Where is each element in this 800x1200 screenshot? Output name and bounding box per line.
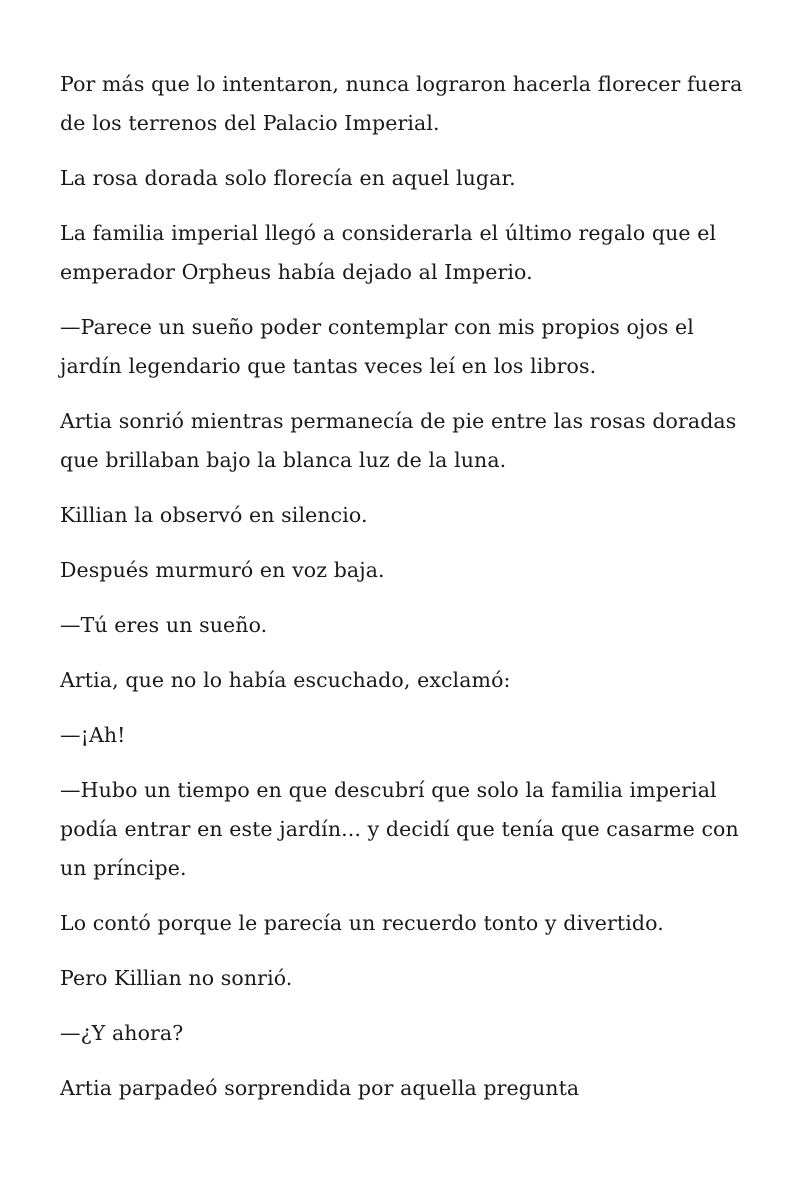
paragraph: Después murmuró en voz baja. — [60, 558, 385, 582]
paragraph: Lo contó porque le parecía un recuerdo tonto y divertido. — [60, 911, 664, 935]
paragraph: Killian la observó en silencio. — [60, 503, 368, 527]
paragraph: —¿Y ahora? — [60, 1021, 184, 1045]
paragraph: —Tú eres un sueño. — [60, 613, 268, 637]
paragraph: —Hubo un tiempo en que descubrí que solo la familia imperial podía entrar en este jardín... y decidí que tenía que casarme con un príncipe. — [60, 778, 739, 880]
paragraph: Artia parpadeó sorprendida por aquella pregunta — [60, 1076, 580, 1100]
paragraph: Artia, que no lo había escuchado, exclamó: — [60, 668, 511, 692]
paragraph: —Parece un sueño poder contemplar con mis propios ojos el jardín legendario que tantas veces leí en los libros. — [60, 315, 694, 378]
paragraph: La rosa dorada solo florecía en aquel lugar. — [60, 166, 516, 190]
paragraph: —¡Ah! — [60, 723, 126, 747]
paragraph: Por más que lo intentaron, nunca lograron hacerla florecer fuera de los terrenos del Palacio Imperial. — [60, 72, 743, 135]
paragraph: Pero Killian no sonrió. — [60, 966, 293, 990]
paragraph: La familia imperial llegó a considerarla el último regalo que el emperador Orpheus había dejado al Imperio. — [60, 221, 717, 284]
paragraph: Artia sonrió mientras permanecía de pie entre las rosas doradas que brillaban bajo la blanca luz de la luna. — [60, 409, 737, 472]
